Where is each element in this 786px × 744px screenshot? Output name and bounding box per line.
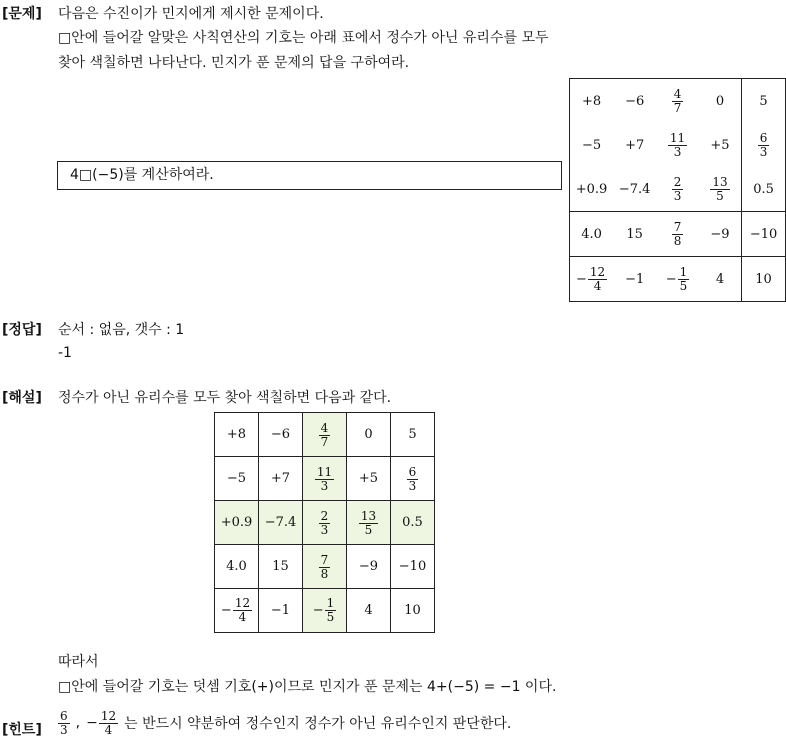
explanation-line-2: 따라서 <box>58 654 99 670</box>
fraction-numerator: 7 <box>673 220 682 235</box>
table-cell <box>303 501 347 545</box>
fraction <box>672 88 684 114</box>
fraction-denominator: 4 <box>593 278 602 293</box>
table-cell <box>742 167 786 212</box>
fraction-numerator: 6 <box>408 464 417 479</box>
cell-value: −1 <box>270 603 291 618</box>
table-cell <box>742 212 786 257</box>
fraction-denominator: 5 <box>326 610 335 624</box>
table-row <box>215 589 435 633</box>
table-cell <box>742 79 786 124</box>
table-cell <box>259 413 303 457</box>
fraction-numerator: 13 <box>360 508 377 523</box>
hint-comma: , <box>75 715 81 732</box>
problem-line-2: □안에 들어갈 알맞은 사칙연산의 기호는 아래 표에서 정수가 아닌 유리수를 모두 <box>58 30 549 46</box>
problem-table <box>569 78 786 302</box>
answer-tag: [정답] <box>2 322 42 338</box>
fraction-denominator: 3 <box>408 478 417 493</box>
table-cell <box>699 212 742 257</box>
fraction-sign: − <box>312 603 324 618</box>
table-cell <box>215 413 259 457</box>
table-cell <box>215 501 259 545</box>
explanation-line-3: □안에 들어갈 기호는 덧셈 기호(+)이므로 민지가 푼 문제는 4+(−5) = −1 이다. <box>58 679 557 695</box>
table-cell <box>656 167 699 212</box>
fraction-numerator: 11 <box>669 131 686 146</box>
table-cell <box>613 167 656 212</box>
fraction-denominator: 3 <box>320 522 329 537</box>
cell-value: +0.9 <box>575 181 608 197</box>
fraction-numerator: 13 <box>712 175 728 190</box>
fraction-numerator: 4 <box>320 420 329 435</box>
table-cell <box>613 123 656 167</box>
table-cell <box>699 167 742 212</box>
table-cell <box>699 257 742 302</box>
fraction-denominator: 5 <box>716 189 724 203</box>
cell-value: 0.5 <box>753 181 774 197</box>
cell-value: +8 <box>226 427 247 442</box>
cell-value: −5 <box>226 471 247 486</box>
table-row <box>570 79 786 124</box>
fraction-sign: − <box>575 271 587 287</box>
table-cell <box>347 413 391 457</box>
fraction-numerator: 6 <box>759 131 768 146</box>
cell-value: 15 <box>272 559 289 574</box>
cell-value: +5 <box>710 137 730 153</box>
fraction <box>758 132 770 158</box>
table-cell <box>303 589 347 633</box>
cell-value: 4.0 <box>581 226 602 242</box>
table-cell <box>613 212 656 257</box>
table-row <box>215 413 435 457</box>
cell-value: −9 <box>358 559 379 574</box>
answer-line-1: 순서 : 없음, 갯수 : 1 <box>58 322 185 338</box>
fraction <box>407 466 419 492</box>
table-cell <box>391 589 435 633</box>
hint-line <box>58 710 511 736</box>
problem-tag: [문제] <box>2 6 42 22</box>
cell-value: −6 <box>270 427 291 442</box>
cell-value: −9 <box>710 226 730 242</box>
cell-value: −1 <box>625 271 645 287</box>
cell-value: 5 <box>759 93 768 109</box>
fraction-denominator: 5 <box>364 522 373 537</box>
table-cell <box>570 257 614 302</box>
table-cell <box>570 167 614 212</box>
cell-value: +8 <box>581 93 602 109</box>
fraction-denominator: 3 <box>673 145 682 159</box>
hint-fraction-2: − $\frac{12}{4}$ <box>86 709 117 737</box>
fraction-sign: − <box>220 603 232 618</box>
solution-table <box>214 412 435 633</box>
table-cell <box>215 457 259 501</box>
fraction <box>315 466 334 492</box>
fraction-denominator: 8 <box>673 234 682 248</box>
fraction-numerator: 11 <box>316 464 333 479</box>
fraction <box>576 266 607 292</box>
fraction <box>319 510 331 536</box>
explanation-tag: [해설] <box>2 390 42 406</box>
fraction-numerator: 1 <box>326 596 335 611</box>
table-cell <box>699 123 742 167</box>
table-cell <box>391 501 435 545</box>
cell-value: −10 <box>398 559 427 574</box>
table-cell <box>656 257 699 302</box>
table-cell <box>391 457 435 501</box>
cell-value: +7 <box>270 471 291 486</box>
table-cell <box>259 501 303 545</box>
table-cell <box>391 545 435 589</box>
fraction-denominator: 7 <box>673 101 682 115</box>
table-row <box>215 457 435 501</box>
hint-fraction-1: $\frac{6}{3}$ <box>60 709 68 737</box>
table-cell <box>259 545 303 589</box>
table-cell <box>303 545 347 589</box>
cell-value: −6 <box>625 93 645 109</box>
table-cell <box>742 123 786 167</box>
cell-value: 15 <box>626 226 643 242</box>
fraction-denominator: 7 <box>320 434 329 449</box>
explanation-line-1: 정수가 아닌 유리수를 모두 찾아 색칠하면 다음과 같다. <box>58 390 392 406</box>
cell-value: −7.4 <box>618 181 651 197</box>
problem-line-3: 찾아 색칠하면 나타난다. 민지가 푼 문제의 답을 구하여라. <box>58 55 410 71</box>
cell-value: +5 <box>358 471 379 486</box>
cell-value: 4 <box>715 271 725 287</box>
table-cell <box>699 79 742 124</box>
fraction <box>672 221 684 247</box>
cell-value: 0.5 <box>402 515 423 530</box>
table-cell <box>347 501 391 545</box>
cell-value: −10 <box>749 226 778 242</box>
fraction-denominator: 3 <box>320 478 329 493</box>
fraction-numerator: 12 <box>234 596 251 611</box>
fraction <box>359 510 378 536</box>
table-row <box>570 257 786 302</box>
table-cell <box>303 413 347 457</box>
fraction-numerator: 7 <box>320 552 329 567</box>
table-cell <box>259 589 303 633</box>
expression-box <box>57 161 562 190</box>
problem-line-1: 다음은 수진이가 민지에게 제시한 문제이다. <box>58 6 324 22</box>
table-cell <box>259 457 303 501</box>
table-row <box>570 123 786 167</box>
table-cell <box>656 212 699 257</box>
cell-value: 0 <box>364 427 373 442</box>
cell-value: +0.9 <box>220 515 253 530</box>
cell-value: 5 <box>408 427 417 442</box>
fraction-numerator: 4 <box>673 87 682 102</box>
fraction <box>710 176 729 202</box>
hint-tag: [힌트] <box>2 722 42 738</box>
fraction <box>319 422 331 448</box>
cell-value: −7.4 <box>264 515 297 530</box>
cell-value: +7 <box>625 137 645 153</box>
table-cell <box>215 545 259 589</box>
table-row <box>570 212 786 257</box>
table-cell <box>742 257 786 302</box>
cell-value: 0 <box>715 93 725 109</box>
table-cell <box>347 457 391 501</box>
fraction-numerator: 2 <box>673 175 682 190</box>
table-row <box>215 545 435 589</box>
fraction-denominator: 8 <box>320 566 329 581</box>
fraction <box>668 132 687 158</box>
table-cell <box>347 589 391 633</box>
fraction <box>221 597 252 623</box>
table-row <box>215 501 435 545</box>
table-cell <box>347 545 391 589</box>
fraction <box>672 176 684 202</box>
fraction-denominator: 3 <box>759 145 768 159</box>
cell-value: 10 <box>755 271 772 287</box>
table-cell <box>570 79 614 124</box>
fraction-sign: − <box>665 271 677 287</box>
fraction <box>319 554 331 580</box>
answer-line-2: -1 <box>58 345 72 361</box>
fraction-numerator: 2 <box>320 508 329 523</box>
fraction <box>666 266 690 292</box>
hint-text: 는 반드시 약분하여 정수인지 정수가 아닌 유리수인지 판단한다. <box>124 716 512 733</box>
fraction-denominator: 4 <box>238 610 247 624</box>
cell-value: 4.0 <box>226 559 247 574</box>
fraction <box>313 597 337 623</box>
table-cell <box>303 457 347 501</box>
table-cell <box>656 79 699 124</box>
cell-value: −5 <box>581 137 602 153</box>
table-cell <box>613 257 656 302</box>
fraction-numerator: 12 <box>589 264 606 279</box>
fraction-denominator: 5 <box>679 278 688 293</box>
table-cell <box>215 589 259 633</box>
table-cell <box>570 123 614 167</box>
table-cell <box>570 212 614 257</box>
table-cell <box>391 413 435 457</box>
expression-text: 4□(−5)를 계산하여라. <box>70 167 214 183</box>
table-cell <box>656 123 699 167</box>
cell-value: 4 <box>364 603 373 618</box>
fraction-denominator: 3 <box>673 189 682 203</box>
table-cell <box>613 79 656 124</box>
cell-value: 10 <box>404 603 421 618</box>
fraction-numerator: 1 <box>679 264 688 279</box>
table-row <box>570 167 786 212</box>
